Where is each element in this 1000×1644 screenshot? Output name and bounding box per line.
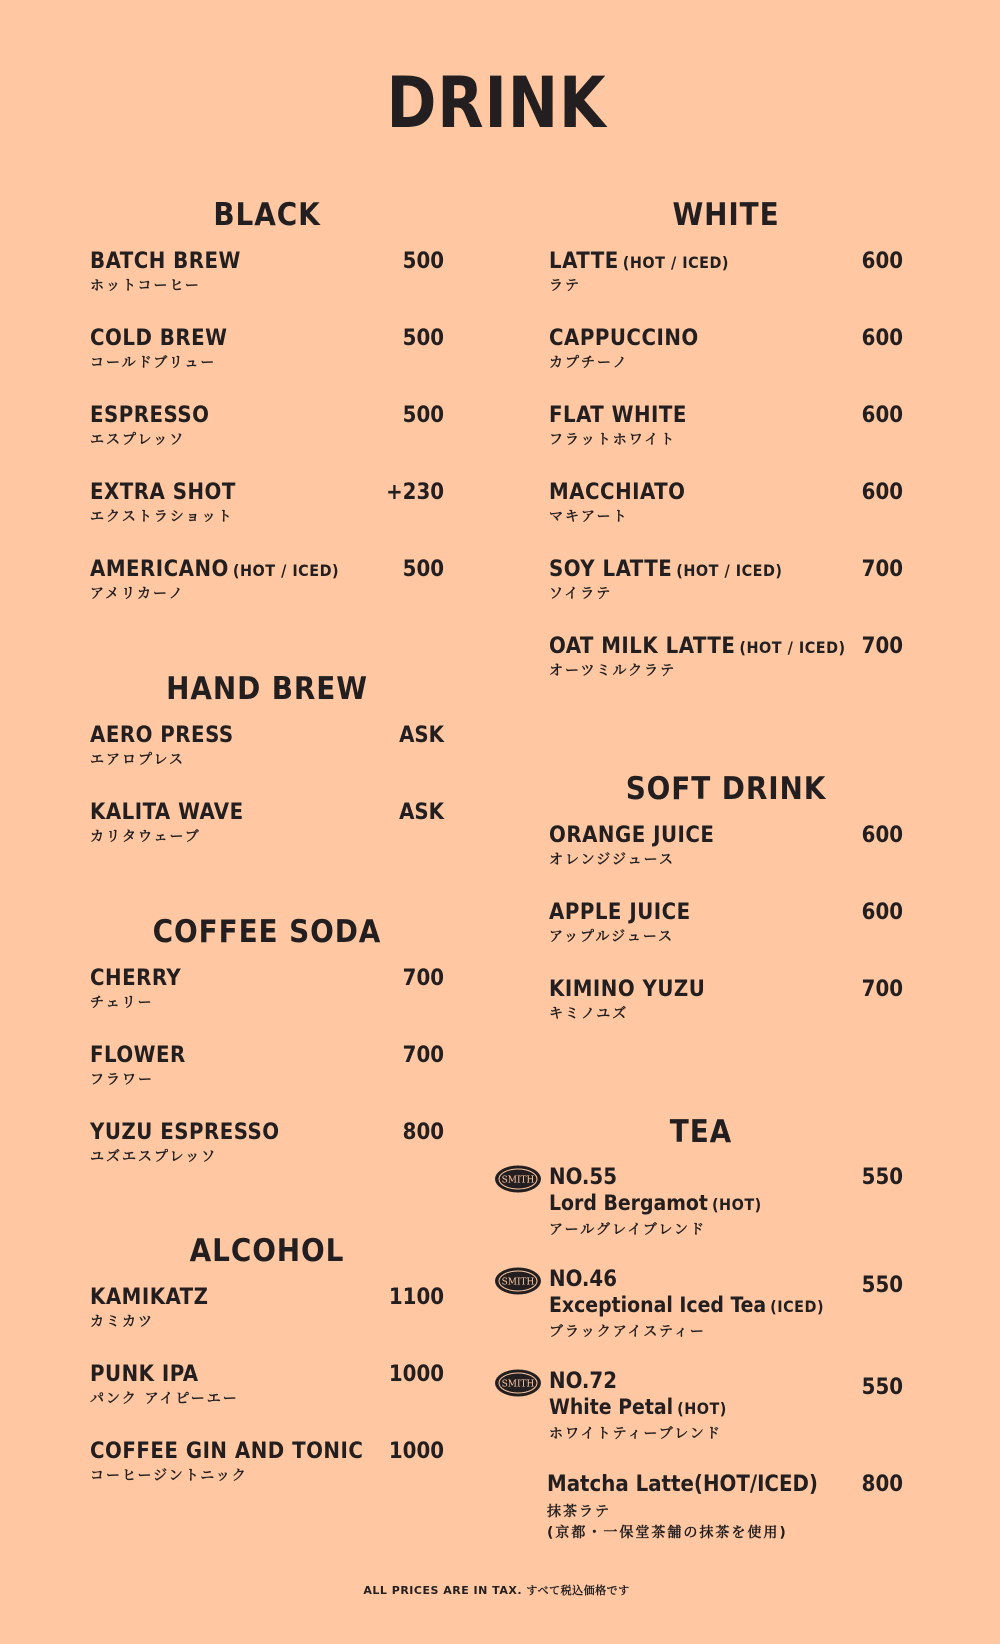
item-jp-name: コールドブリュー	[90, 355, 217, 371]
tea-number: NO.46	[549, 1267, 617, 1292]
item-price: 600	[861, 900, 903, 925]
item-jp-name: キミノユズ	[549, 1006, 629, 1022]
item-name: CHERRY	[90, 966, 182, 991]
item-note: (ICED)	[770, 1297, 825, 1316]
item-name: Matcha Latte(HOT/ICED)	[547, 1472, 818, 1497]
item-name: SOY LATTE (HOT / ICED)	[549, 557, 783, 582]
item-price: 1000	[388, 1362, 444, 1387]
page-title: DRINK	[386, 62, 607, 144]
item-note: (HOT / ICED)	[739, 638, 846, 657]
section-soft-drink	[549, 769, 903, 1052]
menu-item	[90, 555, 444, 632]
item-jp-name: ソイラテ	[549, 586, 613, 602]
tea-name: Exceptional Iced Tea (ICED)	[549, 1293, 825, 1317]
item-note: (HOT / ICED)	[622, 253, 729, 272]
item-jp-name	[547, 1502, 788, 1544]
item-price: 600	[861, 326, 903, 351]
item-price: 550	[861, 1375, 903, 1400]
menu-item	[90, 798, 444, 875]
item-price: 1000	[388, 1439, 444, 1464]
item-name: PUNK IPA	[90, 1362, 199, 1387]
section-title: ALCOHOL	[189, 1233, 345, 1269]
section-black	[90, 195, 444, 632]
item-price: 600	[861, 480, 903, 505]
item-name: FLAT WHITE	[549, 403, 687, 428]
item-name: COFFEE GIN AND TONIC	[90, 1439, 364, 1464]
section-title: TEA	[669, 1114, 733, 1150]
item-jp-name: ラテ	[549, 278, 581, 294]
item-name: AMERICANO (HOT / ICED)	[90, 557, 340, 582]
menu-item	[90, 1041, 444, 1118]
item-name: AERO PRESS	[90, 723, 234, 748]
section-hand-brew	[90, 669, 444, 875]
item-name: ORANGE JUICE	[549, 823, 715, 848]
item-jp-name: ユズエスプレッソ	[90, 1149, 218, 1165]
menu-item	[90, 1360, 444, 1437]
item-note: (HOT)	[711, 1195, 762, 1214]
menu-item	[90, 721, 444, 798]
item-jp-name: エスプレッソ	[90, 432, 186, 448]
item-name: MACCHIATO	[549, 480, 686, 505]
item-name: EXTRA SHOT	[90, 480, 236, 505]
item-price: +230	[386, 480, 444, 505]
item-price: 700	[402, 966, 444, 991]
item-price: 800	[402, 1120, 444, 1145]
item-price: 500	[402, 403, 444, 428]
item-jp-name: エアロプレス	[90, 752, 186, 768]
section-title: COFFEE SODA	[152, 914, 382, 950]
menu-item	[549, 247, 903, 324]
menu-item	[90, 1283, 444, 1360]
item-jp-name: アールグレイブレンド	[549, 1222, 706, 1238]
item-jp-name: チェリー	[90, 995, 154, 1011]
menu-item	[90, 1437, 444, 1514]
item-note: (HOT / ICED)	[676, 561, 783, 580]
tea-name: White Petal (HOT)	[549, 1395, 727, 1419]
item-price: 550	[861, 1165, 903, 1190]
menu-item	[90, 401, 444, 478]
item-name: APPLE JUICE	[549, 900, 691, 925]
menu-item	[549, 632, 903, 709]
item-name: KALITA WAVE	[90, 800, 244, 825]
item-price: 600	[861, 249, 903, 274]
section-alcohol	[90, 1231, 444, 1514]
item-price: ASK	[399, 723, 444, 748]
item-note: (HOT / ICED)	[232, 561, 340, 580]
section-coffee-soda	[90, 912, 444, 1195]
section-title: HAND BREW	[166, 671, 368, 707]
item-jp-name: エクストラショット	[90, 509, 234, 525]
tea-number: NO.55	[549, 1165, 617, 1190]
item-price: 500	[402, 326, 444, 351]
item-name: OAT MILK LATTE (HOT / ICED)	[549, 634, 846, 659]
item-price: 700	[861, 634, 903, 659]
svg-text:SMITH: SMITH	[501, 1277, 535, 1288]
smith-tea-logo-icon	[494, 1368, 542, 1398]
item-price: 700	[861, 977, 903, 1002]
item-jp-name: パンク アイピーエー	[90, 1391, 239, 1407]
item-price: 600	[861, 403, 903, 428]
item-name: BATCH BREW	[90, 249, 241, 274]
svg-text:SMITH: SMITH	[501, 1175, 535, 1186]
menu-item	[90, 964, 444, 1041]
item-price: 500	[402, 557, 444, 582]
tea-number: NO.72	[549, 1369, 617, 1394]
smith-tea-logo-icon	[494, 1164, 542, 1194]
item-price: 700	[402, 1043, 444, 1068]
menu-item	[549, 324, 903, 401]
svg-text:SMITH: SMITH	[501, 1379, 535, 1390]
menu-item	[549, 401, 903, 478]
matcha-jp-line: 抹茶ラテ	[547, 1504, 611, 1520]
menu-item	[549, 478, 903, 555]
menu-item	[90, 478, 444, 555]
item-jp-name: フラットホワイト	[549, 432, 677, 448]
menu-item	[90, 324, 444, 401]
item-price: 1100	[388, 1285, 444, 1310]
item-price: 550	[861, 1273, 903, 1298]
smith-tea-logo-icon	[494, 1266, 542, 1296]
item-jp-name: フラワー	[90, 1072, 154, 1088]
menu-item	[90, 1118, 444, 1195]
menu-item	[90, 247, 444, 324]
tea-item	[501, 1164, 903, 1266]
item-jp-name: ブラックアイスティー	[549, 1324, 706, 1340]
item-name: YUZU ESPRESSO	[90, 1120, 280, 1145]
section-title: BLACK	[213, 197, 321, 233]
item-name: KIMINO YUZU	[549, 977, 706, 1002]
item-jp-name: オーツミルクラテ	[549, 663, 677, 679]
section-tea	[501, 1112, 903, 1560]
item-name: LATTE (HOT / ICED)	[549, 249, 729, 274]
menu-item	[549, 975, 903, 1052]
item-jp-name: アップルジュース	[549, 929, 675, 945]
matcha-jp-line: (京都・一保堂茶舗の抹茶を使用)	[547, 1525, 788, 1541]
item-price: 500	[402, 249, 444, 274]
matcha-item	[549, 1470, 903, 1560]
tea-name: Lord Bergamot (HOT)	[549, 1191, 762, 1215]
item-price: ASK	[399, 800, 444, 825]
item-price: 700	[861, 557, 903, 582]
item-jp-name: カミカツ	[90, 1314, 154, 1330]
item-name: COLD BREW	[90, 326, 228, 351]
item-price: 800	[861, 1472, 903, 1497]
item-jp-name: カリタウェーブ	[90, 829, 201, 845]
footer-note: ALL PRICES ARE IN TAX. すべて税込価格です	[363, 1584, 630, 1597]
menu-item	[549, 821, 903, 898]
section-title: SOFT DRINK	[625, 771, 827, 807]
item-name: ESPRESSO	[90, 403, 210, 428]
menu-item	[549, 898, 903, 975]
item-jp-name: オレンジジュース	[549, 852, 675, 868]
menu-item	[549, 555, 903, 632]
item-jp-name: ホットコーヒー	[90, 278, 201, 294]
item-jp-name: カプチーノ	[549, 355, 629, 371]
item-note: (HOT)	[677, 1399, 727, 1418]
item-jp-name: ホワイトティーブレンド	[549, 1426, 722, 1442]
item-jp-name: コーヒージントニック	[90, 1468, 248, 1484]
item-jp-name: アメリカーノ	[90, 586, 185, 602]
item-jp-name: マキアート	[549, 509, 629, 525]
tea-item	[501, 1368, 903, 1470]
section-title: WHITE	[672, 197, 780, 233]
item-name: CAPPUCCINO	[549, 326, 699, 351]
tea-item	[501, 1266, 903, 1368]
item-name: KAMIKATZ	[90, 1285, 209, 1310]
section-white	[549, 195, 903, 709]
item-price: 600	[861, 823, 903, 848]
item-name: FLOWER	[90, 1043, 186, 1068]
